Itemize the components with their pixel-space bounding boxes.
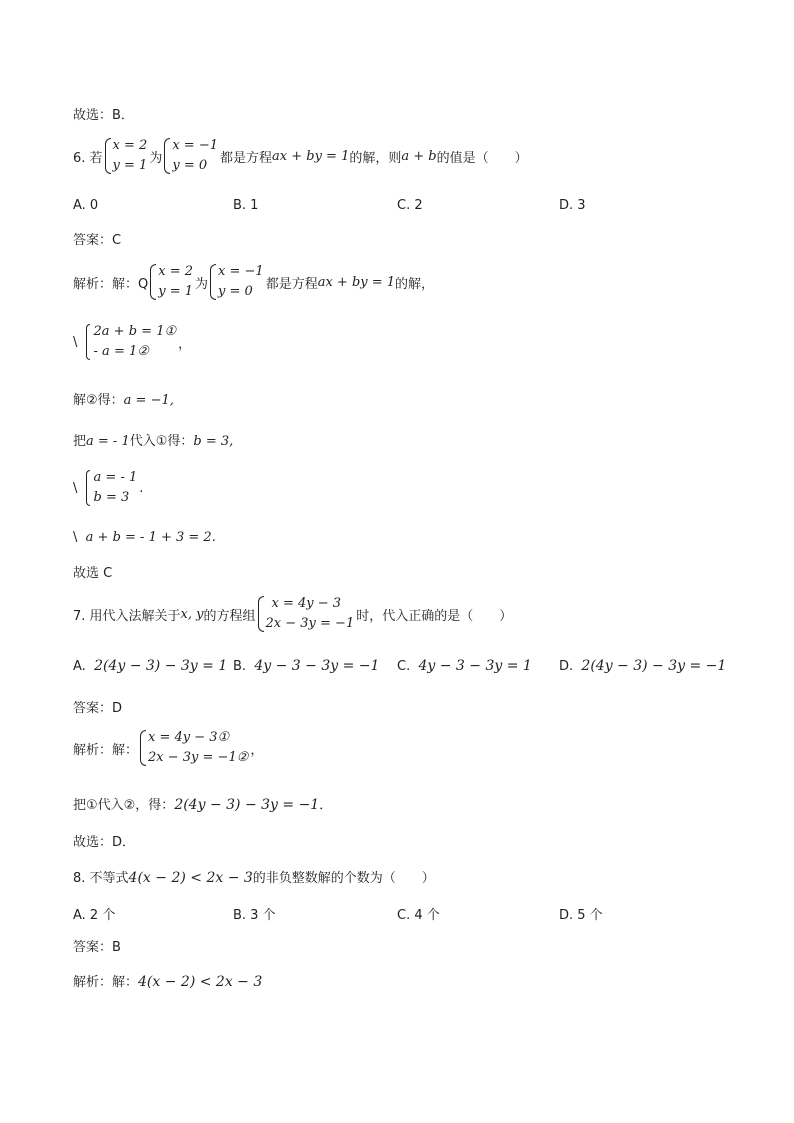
solution-8-line1: 解析：解：4(x − 2) < 2x − 3 [73,974,263,990]
solution-6-system: \ 2a + b = 1① - a = 1② ， [73,322,191,362]
solution-6-line1: 解析：解：Q x = 2 y = 1 为 x = −1 y = 0 都是方程ax + by = 1的解， [73,262,434,302]
solution-6-step2: 把a = - 1代入①得：b = 3, [73,434,234,449]
q6-option-b: B. 1 [233,198,259,213]
solution-6-final: \ a + b = - 1 + 3 = 2. [73,530,216,545]
question-8: 8. 不等式4(x − 2) < 2x − 3的非负整数解的个数为（ ） [73,870,435,886]
solution-6-step1: 解②得：a = −1, [73,393,174,408]
system-sol6-2: x = −1 y = 0 [210,262,264,302]
q8-option-a: A. 2 个 [73,908,116,923]
question-6: 6. 若 x = 2 y = 1 为 x = −1 y = 0 都是方程ax + by = 1的解，则a + b的值是（ ） [73,136,528,176]
q8-option-b: B. 3 个 [233,908,276,923]
system-sol7: x = 4y − 3① 2x − 3y = −1② [140,728,248,768]
solution-7-choose: 故选：D． [73,835,136,850]
line-choose-b: 故选：B． [73,108,134,123]
solution-7-line1: 解析：解： x = 4y − 3① 2x − 3y = −1② ， [73,728,263,768]
system-sol6-1: x = 2 y = 1 [150,262,193,302]
question-7: 7. 用代入法解关于x, y的方程组 x = 4y − 3 2x − 3y = −1 时，代入正确的是（ ） [73,594,512,634]
q6-option-d: D. 3 [559,198,586,213]
q6-option-a: A. 0 [73,198,99,213]
q7-option-c: C. 4y − 3 − 3y = 1 [397,658,532,674]
solution-7-step: 把①代入②，得：2(4y − 3) − 3y = −1． [73,797,333,813]
q6-option-c: C. 2 [397,198,423,213]
q7-option-d: D. 2(4y − 3) − 3y = −1 [559,658,727,674]
answer-6: 答案：C [73,233,122,248]
system-q6-2: x = −1 y = 0 [164,136,218,176]
system-sol6-3: 2a + b = 1① - a = 1② [86,322,177,362]
answer-8: 答案：B [73,940,121,955]
system-q6-1: x = 2 y = 1 [105,136,148,176]
q7-option-b: B. 4y − 3 − 3y = −1 [233,658,380,674]
system-sol6-4: a = - 1 b = 3 [86,468,138,508]
solution-6-result-system: \ a = - 1 b = 3 . [73,468,143,508]
q8-option-d: D. 5 个 [559,908,603,923]
solution-6-choose: 故选 C [73,566,113,581]
q7-option-a: A. 2(4y − 3) − 3y = 1 [73,658,228,674]
q8-option-c: C. 4 个 [397,908,440,923]
answer-7: 答案：D [73,701,123,716]
system-q7: x = 4y − 3 2x − 3y = −1 [258,594,355,634]
